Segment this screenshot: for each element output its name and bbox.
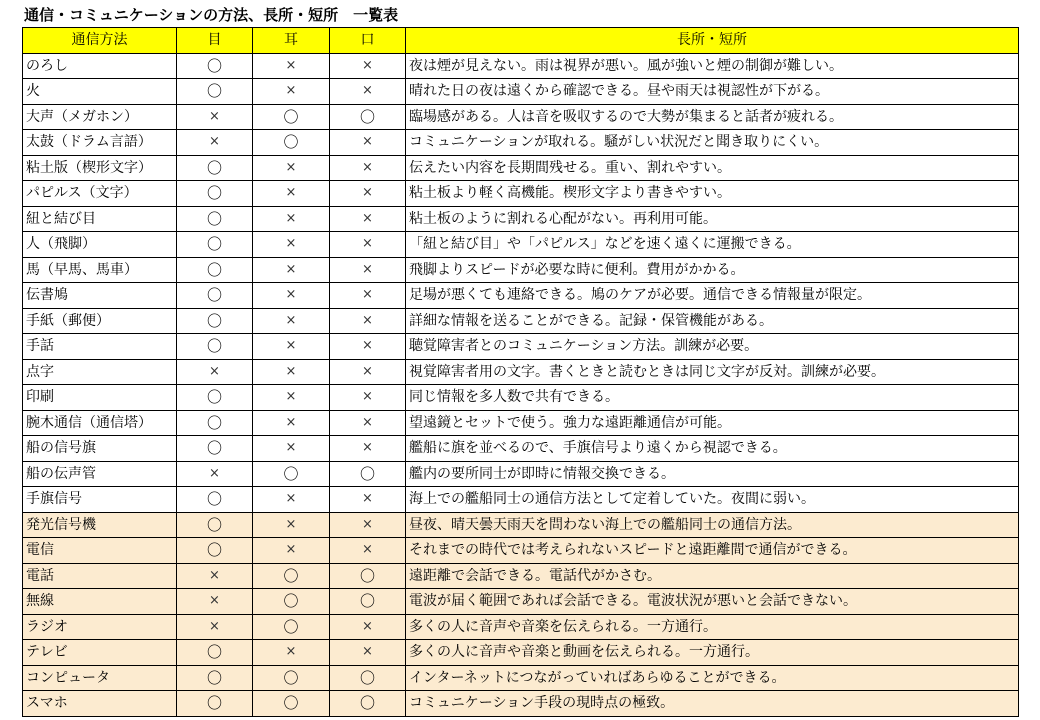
eye-cell[interactable]: 〇 bbox=[177, 487, 253, 513]
mouth-cell[interactable]: × bbox=[330, 232, 406, 258]
ear-cell[interactable]: × bbox=[253, 181, 330, 207]
ear-cell[interactable]: × bbox=[253, 436, 330, 462]
mouth-cell[interactable]: × bbox=[330, 334, 406, 360]
notes-cell[interactable]: 伝えたい内容を長期間残せる。重い、割れやすい。 bbox=[406, 155, 1019, 181]
ear-cell[interactable]: × bbox=[253, 334, 330, 360]
notes-cell[interactable]: 多くの人に音声や音楽を伝えられる。一方通行。 bbox=[406, 614, 1019, 640]
ear-cell[interactable]: × bbox=[253, 385, 330, 411]
table-row bbox=[23, 181, 1019, 207]
method-cell[interactable]: 電信 bbox=[23, 538, 177, 564]
notes-cell[interactable]: インターネットにつながっていればあらゆることができる。 bbox=[406, 665, 1019, 691]
method-cell[interactable]: 伝書鳩 bbox=[23, 283, 177, 309]
header-row bbox=[23, 28, 1019, 54]
ear-cell[interactable]: 〇 bbox=[253, 665, 330, 691]
ear-cell[interactable]: × bbox=[253, 79, 330, 105]
table-row bbox=[23, 461, 1019, 487]
notes-cell[interactable]: 「紐と結び目」や「パピルス」などを速く遠くに運搬できる。 bbox=[406, 232, 1019, 258]
mouth-cell[interactable]: × bbox=[330, 436, 406, 462]
table-row bbox=[23, 155, 1019, 181]
method-cell[interactable]: 人（飛脚） bbox=[23, 232, 177, 258]
notes-cell[interactable]: 粘土板より軽く高機能。楔形文字より書きやすい。 bbox=[406, 181, 1019, 207]
notes-cell[interactable]: 昼夜、晴天曇天雨天を問わない海上での艦船同士の通信方法。 bbox=[406, 512, 1019, 538]
header-ear[interactable]: 耳 bbox=[253, 28, 330, 54]
ear-cell[interactable]: 〇 bbox=[253, 614, 330, 640]
header-method[interactable]: 通信方法 bbox=[23, 28, 177, 54]
notes-cell[interactable]: 足場が悪くても連絡できる。鳩のケアが必要。通信できる情報量が限定。 bbox=[406, 283, 1019, 309]
notes-cell[interactable]: 夜は煙が見えない。雨は視界が悪い。風が強いと煙の制御が難しい。 bbox=[406, 53, 1019, 79]
method-cell[interactable]: 馬（早馬、馬車） bbox=[23, 257, 177, 283]
mouth-cell[interactable]: × bbox=[330, 283, 406, 309]
mouth-cell[interactable]: × bbox=[330, 359, 406, 385]
ear-cell[interactable]: × bbox=[253, 257, 330, 283]
eye-cell[interactable]: 〇 bbox=[177, 308, 253, 334]
method-cell[interactable]: 紐と結び目 bbox=[23, 206, 177, 232]
table-row bbox=[23, 53, 1019, 79]
table-row bbox=[23, 104, 1019, 130]
mouth-cell[interactable]: × bbox=[330, 181, 406, 207]
table-row bbox=[23, 334, 1019, 360]
mouth-cell[interactable]: × bbox=[330, 538, 406, 564]
method-cell[interactable]: スマホ bbox=[23, 691, 177, 717]
table-row bbox=[23, 512, 1019, 538]
eye-cell[interactable]: 〇 bbox=[177, 410, 253, 436]
ear-cell[interactable]: × bbox=[253, 283, 330, 309]
mouth-cell[interactable]: 〇 bbox=[330, 665, 406, 691]
comparison-table bbox=[22, 27, 1019, 717]
notes-cell[interactable]: 望遠鏡とセットで使う。強力な遠距離通信が可能。 bbox=[406, 410, 1019, 436]
mouth-cell[interactable]: × bbox=[330, 79, 406, 105]
sheet-title: 通信・コミュニケーションの方法、長所・短所 一覧表 bbox=[24, 6, 399, 24]
notes-cell[interactable]: 電波が届く範囲であれば会話できる。電波状況が悪いと会話できない。 bbox=[406, 589, 1019, 615]
notes-cell[interactable]: 詳細な情報を送ることができる。記録・保管機能がある。 bbox=[406, 308, 1019, 334]
ear-cell[interactable]: × bbox=[253, 538, 330, 564]
header-notes[interactable]: 長所・短所 bbox=[406, 28, 1019, 54]
table-row bbox=[23, 665, 1019, 691]
mouth-cell[interactable]: × bbox=[330, 385, 406, 411]
method-cell[interactable]: 印刷 bbox=[23, 385, 177, 411]
mouth-cell[interactable]: 〇 bbox=[330, 589, 406, 615]
eye-cell[interactable]: 〇 bbox=[177, 436, 253, 462]
method-cell[interactable]: 船の信号旗 bbox=[23, 436, 177, 462]
table-row bbox=[23, 308, 1019, 334]
table-row bbox=[23, 283, 1019, 309]
ear-cell[interactable]: 〇 bbox=[253, 130, 330, 156]
notes-cell[interactable]: 海上での艦船同士の通信方法として定着していた。夜間に弱い。 bbox=[406, 487, 1019, 513]
method-cell[interactable]: 太鼓（ドラム言語） bbox=[23, 130, 177, 156]
notes-cell[interactable]: 晴れた日の夜は遠くから確認できる。昼や雨天は視認性が下がる。 bbox=[406, 79, 1019, 105]
table-row bbox=[23, 232, 1019, 258]
notes-cell[interactable]: コミュニケーションが取れる。騒がしい状況だと聞き取りにくい。 bbox=[406, 130, 1019, 156]
mouth-cell[interactable]: × bbox=[330, 410, 406, 436]
notes-cell[interactable]: コミュニケーション手段の現時点の極致。 bbox=[406, 691, 1019, 717]
eye-cell[interactable]: 〇 bbox=[177, 232, 253, 258]
eye-cell[interactable]: × bbox=[177, 614, 253, 640]
eye-cell[interactable]: 〇 bbox=[177, 181, 253, 207]
method-cell[interactable]: 粘土版（楔形文字） bbox=[23, 155, 177, 181]
mouth-cell[interactable]: 〇 bbox=[330, 691, 406, 717]
table-row bbox=[23, 640, 1019, 666]
notes-cell[interactable]: 聴覚障害者とのコミュニケーション方法。訓練が必要。 bbox=[406, 334, 1019, 360]
header-eye[interactable]: 目 bbox=[177, 28, 253, 54]
mouth-cell[interactable]: × bbox=[330, 512, 406, 538]
notes-cell[interactable]: 艦内の要所同士が即時に情報交換できる。 bbox=[406, 461, 1019, 487]
ear-cell[interactable]: 〇 bbox=[253, 691, 330, 717]
ear-cell[interactable]: 〇 bbox=[253, 461, 330, 487]
method-cell[interactable]: 手話 bbox=[23, 334, 177, 360]
eye-cell[interactable]: × bbox=[177, 461, 253, 487]
mouth-cell[interactable]: × bbox=[330, 487, 406, 513]
mouth-cell[interactable]: × bbox=[330, 640, 406, 666]
eye-cell[interactable]: × bbox=[177, 563, 253, 589]
notes-cell[interactable]: 飛脚よりスピードが必要な時に便利。費用がかかる。 bbox=[406, 257, 1019, 283]
mouth-cell[interactable]: × bbox=[330, 257, 406, 283]
eye-cell[interactable]: × bbox=[177, 359, 253, 385]
table-row bbox=[23, 79, 1019, 105]
method-cell[interactable]: 点字 bbox=[23, 359, 177, 385]
mouth-cell[interactable]: × bbox=[330, 206, 406, 232]
mouth-cell[interactable]: 〇 bbox=[330, 563, 406, 589]
eye-cell[interactable]: × bbox=[177, 589, 253, 615]
ear-cell[interactable]: × bbox=[253, 308, 330, 334]
eye-cell[interactable]: 〇 bbox=[177, 283, 253, 309]
ear-cell[interactable]: × bbox=[253, 487, 330, 513]
notes-cell[interactable]: それまでの時代では考えられないスピードと遠距離間で通信ができる。 bbox=[406, 538, 1019, 564]
method-cell[interactable]: 大声（メガホン） bbox=[23, 104, 177, 130]
notes-cell[interactable]: 粘土板のように割れる心配がない。再利用可能。 bbox=[406, 206, 1019, 232]
table-row bbox=[23, 589, 1019, 615]
eye-cell[interactable]: 〇 bbox=[177, 665, 253, 691]
eye-cell[interactable]: 〇 bbox=[177, 512, 253, 538]
method-cell[interactable]: 手旗信号 bbox=[23, 487, 177, 513]
method-cell[interactable]: 手紙（郵便） bbox=[23, 308, 177, 334]
eye-cell[interactable]: 〇 bbox=[177, 155, 253, 181]
ear-cell[interactable]: 〇 bbox=[253, 104, 330, 130]
mouth-cell[interactable]: × bbox=[330, 130, 406, 156]
eye-cell[interactable]: 〇 bbox=[177, 691, 253, 717]
table-body bbox=[23, 53, 1019, 716]
eye-cell[interactable]: 〇 bbox=[177, 53, 253, 79]
ear-cell[interactable]: × bbox=[253, 206, 330, 232]
method-cell[interactable]: コンピュータ bbox=[23, 665, 177, 691]
ear-cell[interactable]: × bbox=[253, 155, 330, 181]
notes-cell[interactable]: 同じ情報を多人数で共有できる。 bbox=[406, 385, 1019, 411]
method-cell[interactable]: 船の伝声管 bbox=[23, 461, 177, 487]
notes-cell[interactable]: 艦船に旗を並べるので、手旗信号より遠くから視認できる。 bbox=[406, 436, 1019, 462]
eye-cell[interactable]: × bbox=[177, 104, 253, 130]
table-row bbox=[23, 487, 1019, 513]
ear-cell[interactable]: × bbox=[253, 410, 330, 436]
table-row bbox=[23, 385, 1019, 411]
table-row bbox=[23, 359, 1019, 385]
header-mouth[interactable]: 口 bbox=[330, 28, 406, 54]
eye-cell[interactable]: 〇 bbox=[177, 538, 253, 564]
mouth-cell[interactable]: × bbox=[330, 614, 406, 640]
method-cell[interactable]: のろし bbox=[23, 53, 177, 79]
mouth-cell[interactable]: 〇 bbox=[330, 104, 406, 130]
table-row bbox=[23, 410, 1019, 436]
mouth-cell[interactable]: × bbox=[330, 155, 406, 181]
mouth-cell[interactable]: 〇 bbox=[330, 461, 406, 487]
ear-cell[interactable]: × bbox=[253, 53, 330, 79]
method-cell[interactable]: 発光信号機 bbox=[23, 512, 177, 538]
eye-cell[interactable]: 〇 bbox=[177, 206, 253, 232]
method-cell[interactable]: 無線 bbox=[23, 589, 177, 615]
eye-cell[interactable]: 〇 bbox=[177, 385, 253, 411]
ear-cell[interactable]: 〇 bbox=[253, 563, 330, 589]
table-row bbox=[23, 614, 1019, 640]
ear-cell[interactable]: × bbox=[253, 232, 330, 258]
table-row bbox=[23, 436, 1019, 462]
ear-cell[interactable]: × bbox=[253, 640, 330, 666]
table-row bbox=[23, 206, 1019, 232]
notes-cell[interactable]: 多くの人に音声や音楽と動画を伝えられる。一方通行。 bbox=[406, 640, 1019, 666]
table-row bbox=[23, 257, 1019, 283]
method-cell[interactable]: ラジオ bbox=[23, 614, 177, 640]
table-row bbox=[23, 691, 1019, 717]
method-cell[interactable]: 電話 bbox=[23, 563, 177, 589]
notes-cell[interactable]: 臨場感がある。人は音を吸収するので大勢が集まると話者が疲れる。 bbox=[406, 104, 1019, 130]
mouth-cell[interactable]: × bbox=[330, 53, 406, 79]
method-cell[interactable]: パピルス（文字） bbox=[23, 181, 177, 207]
table-row bbox=[23, 538, 1019, 564]
notes-cell[interactable]: 遠距離で会話できる。電話代がかさむ。 bbox=[406, 563, 1019, 589]
notes-cell[interactable]: 視覚障害者用の文字。書くときと読むときは同じ文字が反対。訓練が必要。 bbox=[406, 359, 1019, 385]
eye-cell[interactable]: 〇 bbox=[177, 79, 253, 105]
ear-cell[interactable]: 〇 bbox=[253, 589, 330, 615]
mouth-cell[interactable]: × bbox=[330, 308, 406, 334]
method-cell[interactable]: 腕木通信（通信塔） bbox=[23, 410, 177, 436]
eye-cell[interactable]: 〇 bbox=[177, 334, 253, 360]
eye-cell[interactable]: 〇 bbox=[177, 257, 253, 283]
table-row bbox=[23, 563, 1019, 589]
eye-cell[interactable]: × bbox=[177, 130, 253, 156]
table-row bbox=[23, 130, 1019, 156]
method-cell[interactable]: テレビ bbox=[23, 640, 177, 666]
ear-cell[interactable]: × bbox=[253, 359, 330, 385]
method-cell[interactable]: 火 bbox=[23, 79, 177, 105]
eye-cell[interactable]: 〇 bbox=[177, 640, 253, 666]
ear-cell[interactable]: × bbox=[253, 512, 330, 538]
